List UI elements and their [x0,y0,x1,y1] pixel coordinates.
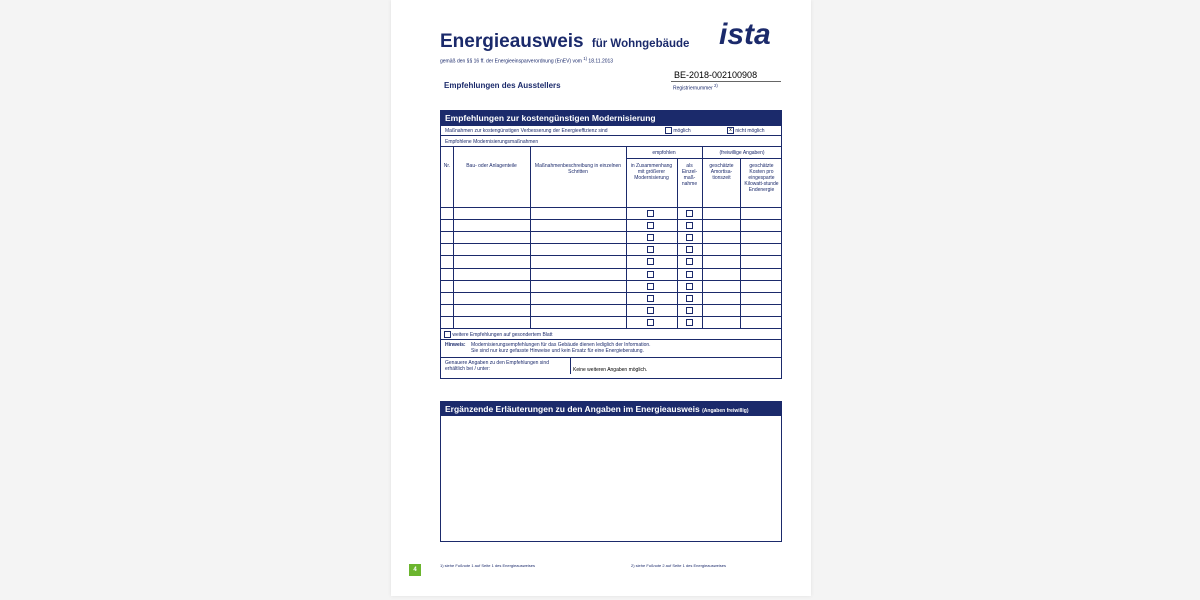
details-row [441,357,781,374]
combination-checkbox[interactable] [647,234,654,241]
header-divider [626,158,781,159]
registration-label-text: Registriernummer [673,85,713,92]
details-label: Genauere Angaben zu den Empfehlungen sind erhältlich bei / unter: [445,360,549,372]
details-value: Keine weiteren Angaben möglich. [573,367,648,373]
single-checkbox[interactable] [686,246,693,253]
single-checkbox[interactable] [686,283,693,290]
col-description: Maßnahmenbeschreibung in einzelnen Schritten [534,163,622,175]
details-divider [570,358,571,374]
further-checkbox[interactable] [444,331,451,338]
document-page [391,0,811,596]
registration-sup: 2) [714,83,718,88]
single-checkbox[interactable] [686,222,693,229]
table-row-line [441,219,781,220]
recommended-label: Empfohlene Modernisierungsmaßnahmen [445,139,539,145]
single-checkbox[interactable] [686,271,693,278]
hint-label: Hinweis: [445,342,466,348]
col-cost: geschätzte Kosten pro eingesparte Kilowatt-stunde Endenergie [744,163,779,193]
col-divider [702,147,703,328]
registration-underline [671,81,781,82]
legal-sup: 1) [583,56,588,61]
col-parts: Bau- oder Anlagenteile [466,163,517,169]
not-possible-option[interactable] [727,127,765,134]
combination-checkbox[interactable] [647,295,654,302]
further-row [441,328,781,339]
possible-checkbox[interactable] [665,127,672,134]
table-row-line [441,292,781,293]
combination-checkbox[interactable] [647,222,654,229]
recommended-row [441,135,781,146]
col-recommended: empfohlen [652,150,676,156]
legal-date: 18.11.2013 [588,58,614,65]
legal-basis [440,56,613,65]
legal-text: gemäß den §§ 16 ff. der Energieeinsparverordnung (EnEV) vom [440,58,582,65]
hint-text-2: Sie sind nur kurz gefasste Hinweise und kein Ersatz für eine Energieberatung. [471,348,644,354]
page-number-badge: 4 [409,564,421,576]
explanations-box [440,401,782,542]
col-nr: Nr. [443,163,451,169]
logo-text: ista [719,18,771,50]
table-row-line [441,316,781,317]
table-row-line [441,268,781,269]
further-option[interactable] [444,331,552,338]
single-checkbox[interactable] [686,307,693,314]
document-title [440,31,689,53]
further-label: weitere Empfehlungen auf gesondertem Blatt [452,331,553,338]
possible-label: möglich [673,127,691,134]
ista-logo [717,16,783,50]
explanations-heading-text: Ergänzende Erläuterungen zu den Angaben im Energieausweis [445,404,700,414]
single-checkbox[interactable] [686,258,693,265]
table-row-line [441,280,781,281]
hint-text-1: Modernisierungsempfehlungen für das Gebäude dienen lediglich der Information. [471,342,651,348]
footnote-2: 2) siehe Fußnote 2 auf Seite 1 des Energieausweises [631,563,726,568]
table-row-line [441,207,781,208]
single-checkbox[interactable] [686,319,693,326]
table-row-line [441,304,781,305]
combination-checkbox[interactable] [647,319,654,326]
footnote-1: 1) siehe Fußnote 1 auf Seite 1 des Energieausweises [440,563,535,568]
single-checkbox[interactable] [686,210,693,217]
combination-checkbox[interactable] [647,271,654,278]
possible-option[interactable] [665,127,691,134]
explanations-heading-small: (Angaben freiwillig) [702,408,749,414]
modernization-heading: Empfehlungen zur kostengünstigen Modernisierung [441,111,781,125]
combination-checkbox[interactable] [647,283,654,290]
title-main: Energieausweis [440,31,584,52]
not-possible-checkbox[interactable]: x [727,127,734,134]
combination-checkbox[interactable] [647,258,654,265]
not-possible-label: nicht möglich [735,127,765,134]
registration-label [673,83,718,92]
col-divider [626,147,627,328]
combination-checkbox[interactable] [647,307,654,314]
single-checkbox[interactable] [686,234,693,241]
registration-number: BE-2018-002100908 [674,70,758,80]
table-row-line [441,255,781,256]
title-sub: für Wohngebäude [591,38,690,50]
combination-checkbox[interactable] [647,210,654,217]
measures-row [441,125,781,135]
combination-checkbox[interactable] [647,246,654,253]
table-row-line [441,243,781,244]
hint-row [441,339,781,357]
single-checkbox[interactable] [686,295,693,302]
col-in-combination: in Zusammenhang mit größerer Modernisierung [630,163,673,181]
section-label: Empfehlungen des Ausstellers [444,81,561,90]
measures-label: Maßnahmen zur kostengünstigen Verbesserung der Energieeffizienz sind [445,128,608,134]
col-single: als Einzel-maß-nahme [681,163,698,187]
col-divider [453,147,454,328]
col-optional: (freiwillige Angaben) [719,150,765,156]
modernization-box [440,110,782,379]
col-payback: geschätzte Amortisa-tionszeit [709,163,734,181]
explanations-heading [441,402,781,416]
measures-table [441,146,781,328]
table-row-line [441,231,781,232]
